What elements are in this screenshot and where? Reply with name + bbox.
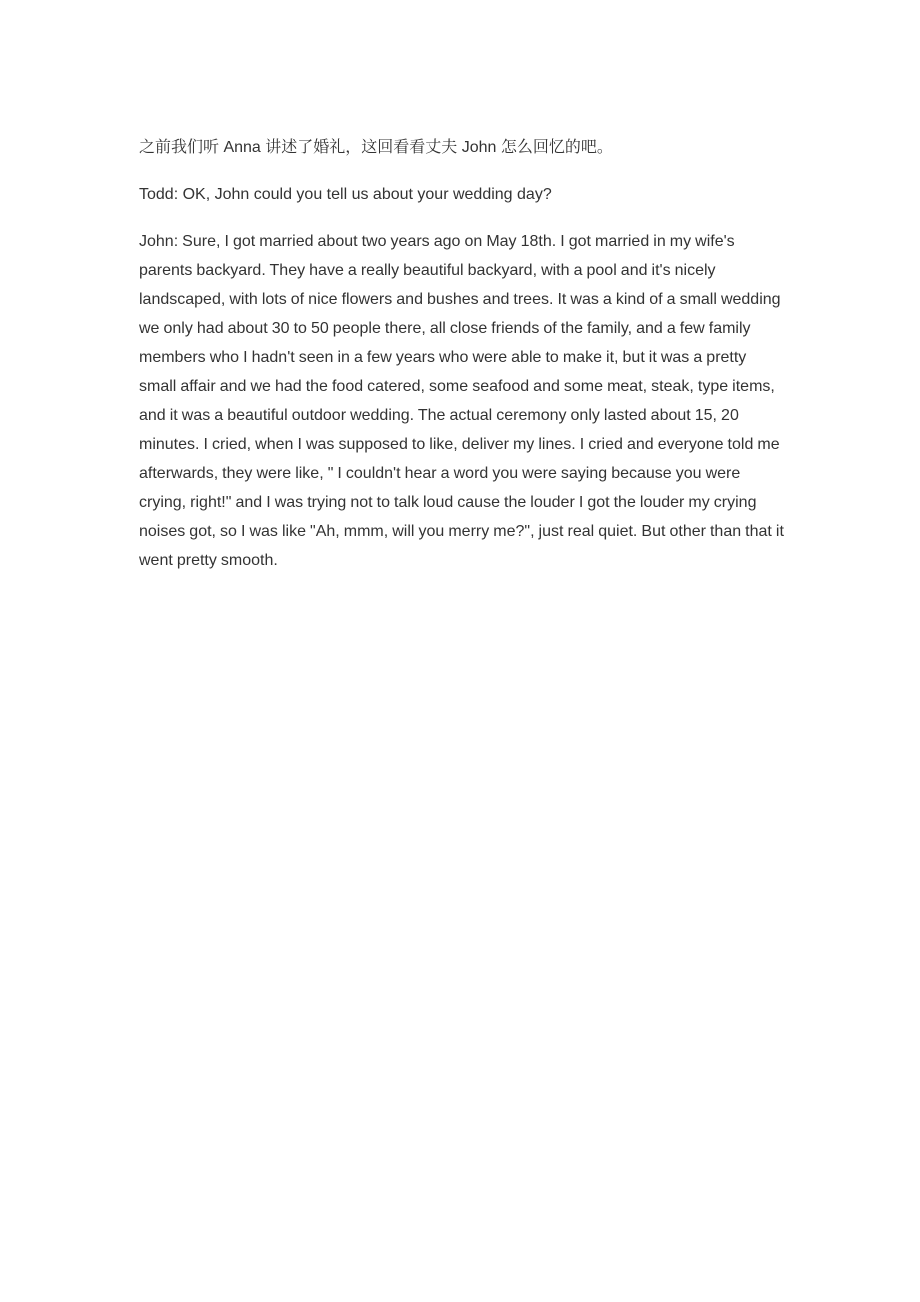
intro-paragraph bbox=[139, 132, 785, 162]
intro-text-part1: 之前我们听 bbox=[139, 137, 220, 156]
intro-name-john: John bbox=[457, 139, 501, 156]
document-body bbox=[139, 132, 785, 575]
intro-text-part2: 讲述了婚礼，这回看看丈夫 bbox=[265, 137, 458, 156]
intro-text-part3: 怎么回忆的吧。 bbox=[500, 137, 613, 156]
intro-name-anna: Anna bbox=[219, 139, 266, 156]
question-paragraph: Todd: OK, John could you tell us about your wedding day? bbox=[139, 186, 552, 203]
answer-paragraph: John: Sure, I got married about two years ago on May 18th. I got married in my wife's parents backyard. They have a really beautiful backyard, with a pool and it's nicely landscaped, with lots of nice flowers and bushes and trees. It was a kind of a small wedding we only had about 30 to 50 people there, all close friends of the family, and a few family members who I hadn't seen in a few years who were able to make it, but it was a pretty small affair and we had the food catered, some seafood and some meat, steak, type items, and it was a beautiful outdoor wedding. The actual ceremony only lasted about 15, 20 minutes. I cried, when I was supposed to like, deliver my lines. I cried and everyone told me afterwards, they were like, " I couldn't hear a word you were saying because you were crying, right!" and I was trying not to talk loud cause the louder I got the louder my crying noises got, so I was like "Ah, mmm, will you merry me?", just real quiet. But other than that it went pretty smooth. bbox=[139, 233, 784, 569]
